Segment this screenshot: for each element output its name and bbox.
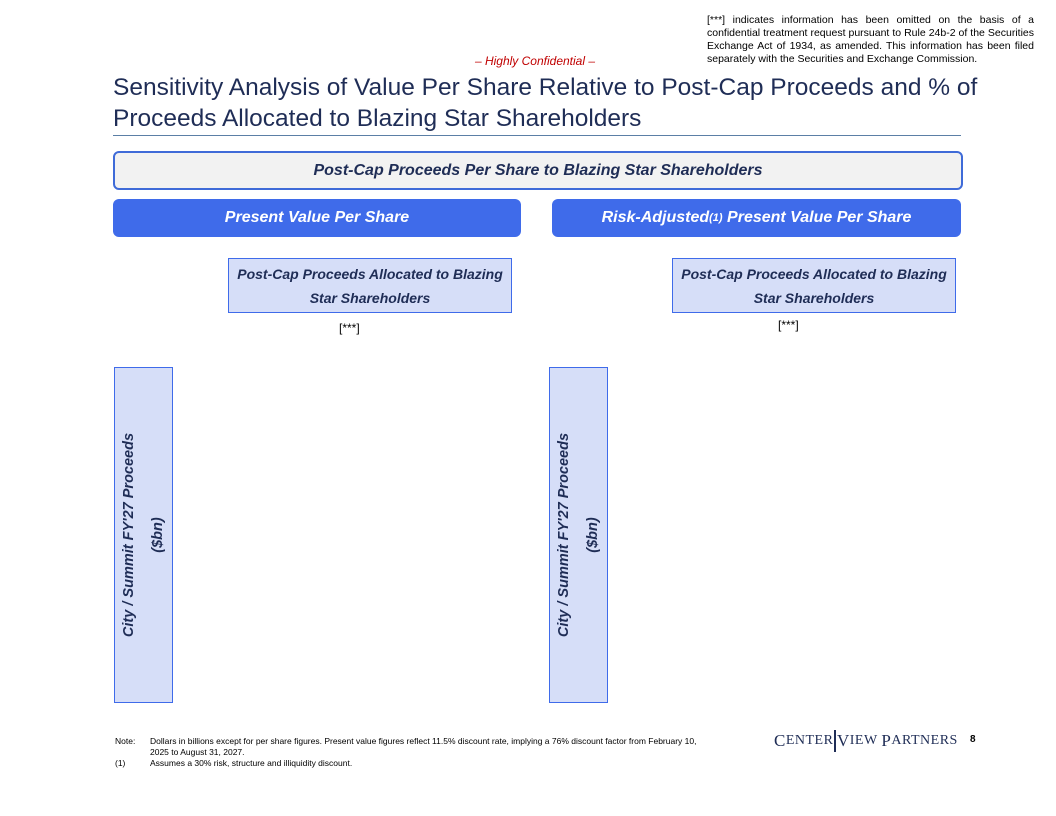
proceeds-row-header-right	[549, 367, 608, 703]
footnote-marker: (1)	[709, 212, 723, 224]
note-label: Note:	[115, 736, 136, 746]
section-title-b: Present Value Per Share	[722, 209, 912, 226]
omitted-marker-right: [***]	[778, 318, 799, 332]
banner-label: Post-Cap Proceeds Per Share to Blazing Star Shareholders	[313, 161, 763, 179]
allocation-header-left	[228, 258, 512, 313]
present-value-section-header	[113, 199, 521, 237]
row-label-line-2: ($bn)	[149, 517, 166, 553]
centerview-partners-logo: C ENTER V IEW P ARTNERS	[774, 731, 958, 750]
note-text: Dollars in billions except for per share figures. Present value figures reflect 11.5% discount rate, implying a 76% discount factor from February 10, 2025 to August 31, 2027.	[150, 736, 697, 757]
page-title: Sensitivity Analysis of Value Per Share Relative to Post-Cap Proceeds and % of Proceeds Allocated to Blazing Star Shareholders	[113, 74, 978, 132]
title-divider	[113, 135, 961, 136]
row-label-line-1: City / Summit FY'27 Proceeds	[120, 432, 137, 638]
risk-adjusted-section-header	[552, 199, 961, 237]
note-text: Assumes a 30% risk, structure and illiquidity discount.	[150, 758, 353, 768]
confidential-treatment-disclaimer: [***] indicates information has been omitted on the basis of a confidential treatment request pursuant to Rule 24b-2 of the Securities Exchange Act of 1934, as amended. This information has been filed separately with the Securities and Exchange Commission.	[707, 14, 1034, 65]
section-title: Present Value Per Share	[224, 209, 410, 226]
row-label	[550, 370, 608, 700]
proceeds-per-share-banner	[113, 151, 963, 190]
highly-confidential-label: – Highly Confidential –	[474, 54, 596, 68]
allocation-label: Post-Cap Proceeds Allocated to Blazing Star Shareholders	[237, 265, 503, 306]
omitted-marker-left: [***]	[339, 321, 360, 335]
proceeds-row-header-left	[114, 367, 173, 703]
allocation-label: Post-Cap Proceeds Allocated to Blazing Star Shareholders	[681, 265, 947, 306]
note-row	[115, 758, 715, 769]
page-number: 8	[970, 734, 976, 745]
footnotes	[115, 736, 715, 769]
allocation-header-right	[672, 258, 956, 313]
note-row	[115, 736, 715, 758]
row-label-line-1: City / Summit FY'27 Proceeds	[555, 432, 572, 638]
section-title-a: Risk-Adjusted	[601, 209, 710, 226]
row-label	[115, 370, 173, 700]
note-label: (1)	[115, 758, 126, 768]
row-label-line-2: ($bn)	[584, 517, 601, 553]
